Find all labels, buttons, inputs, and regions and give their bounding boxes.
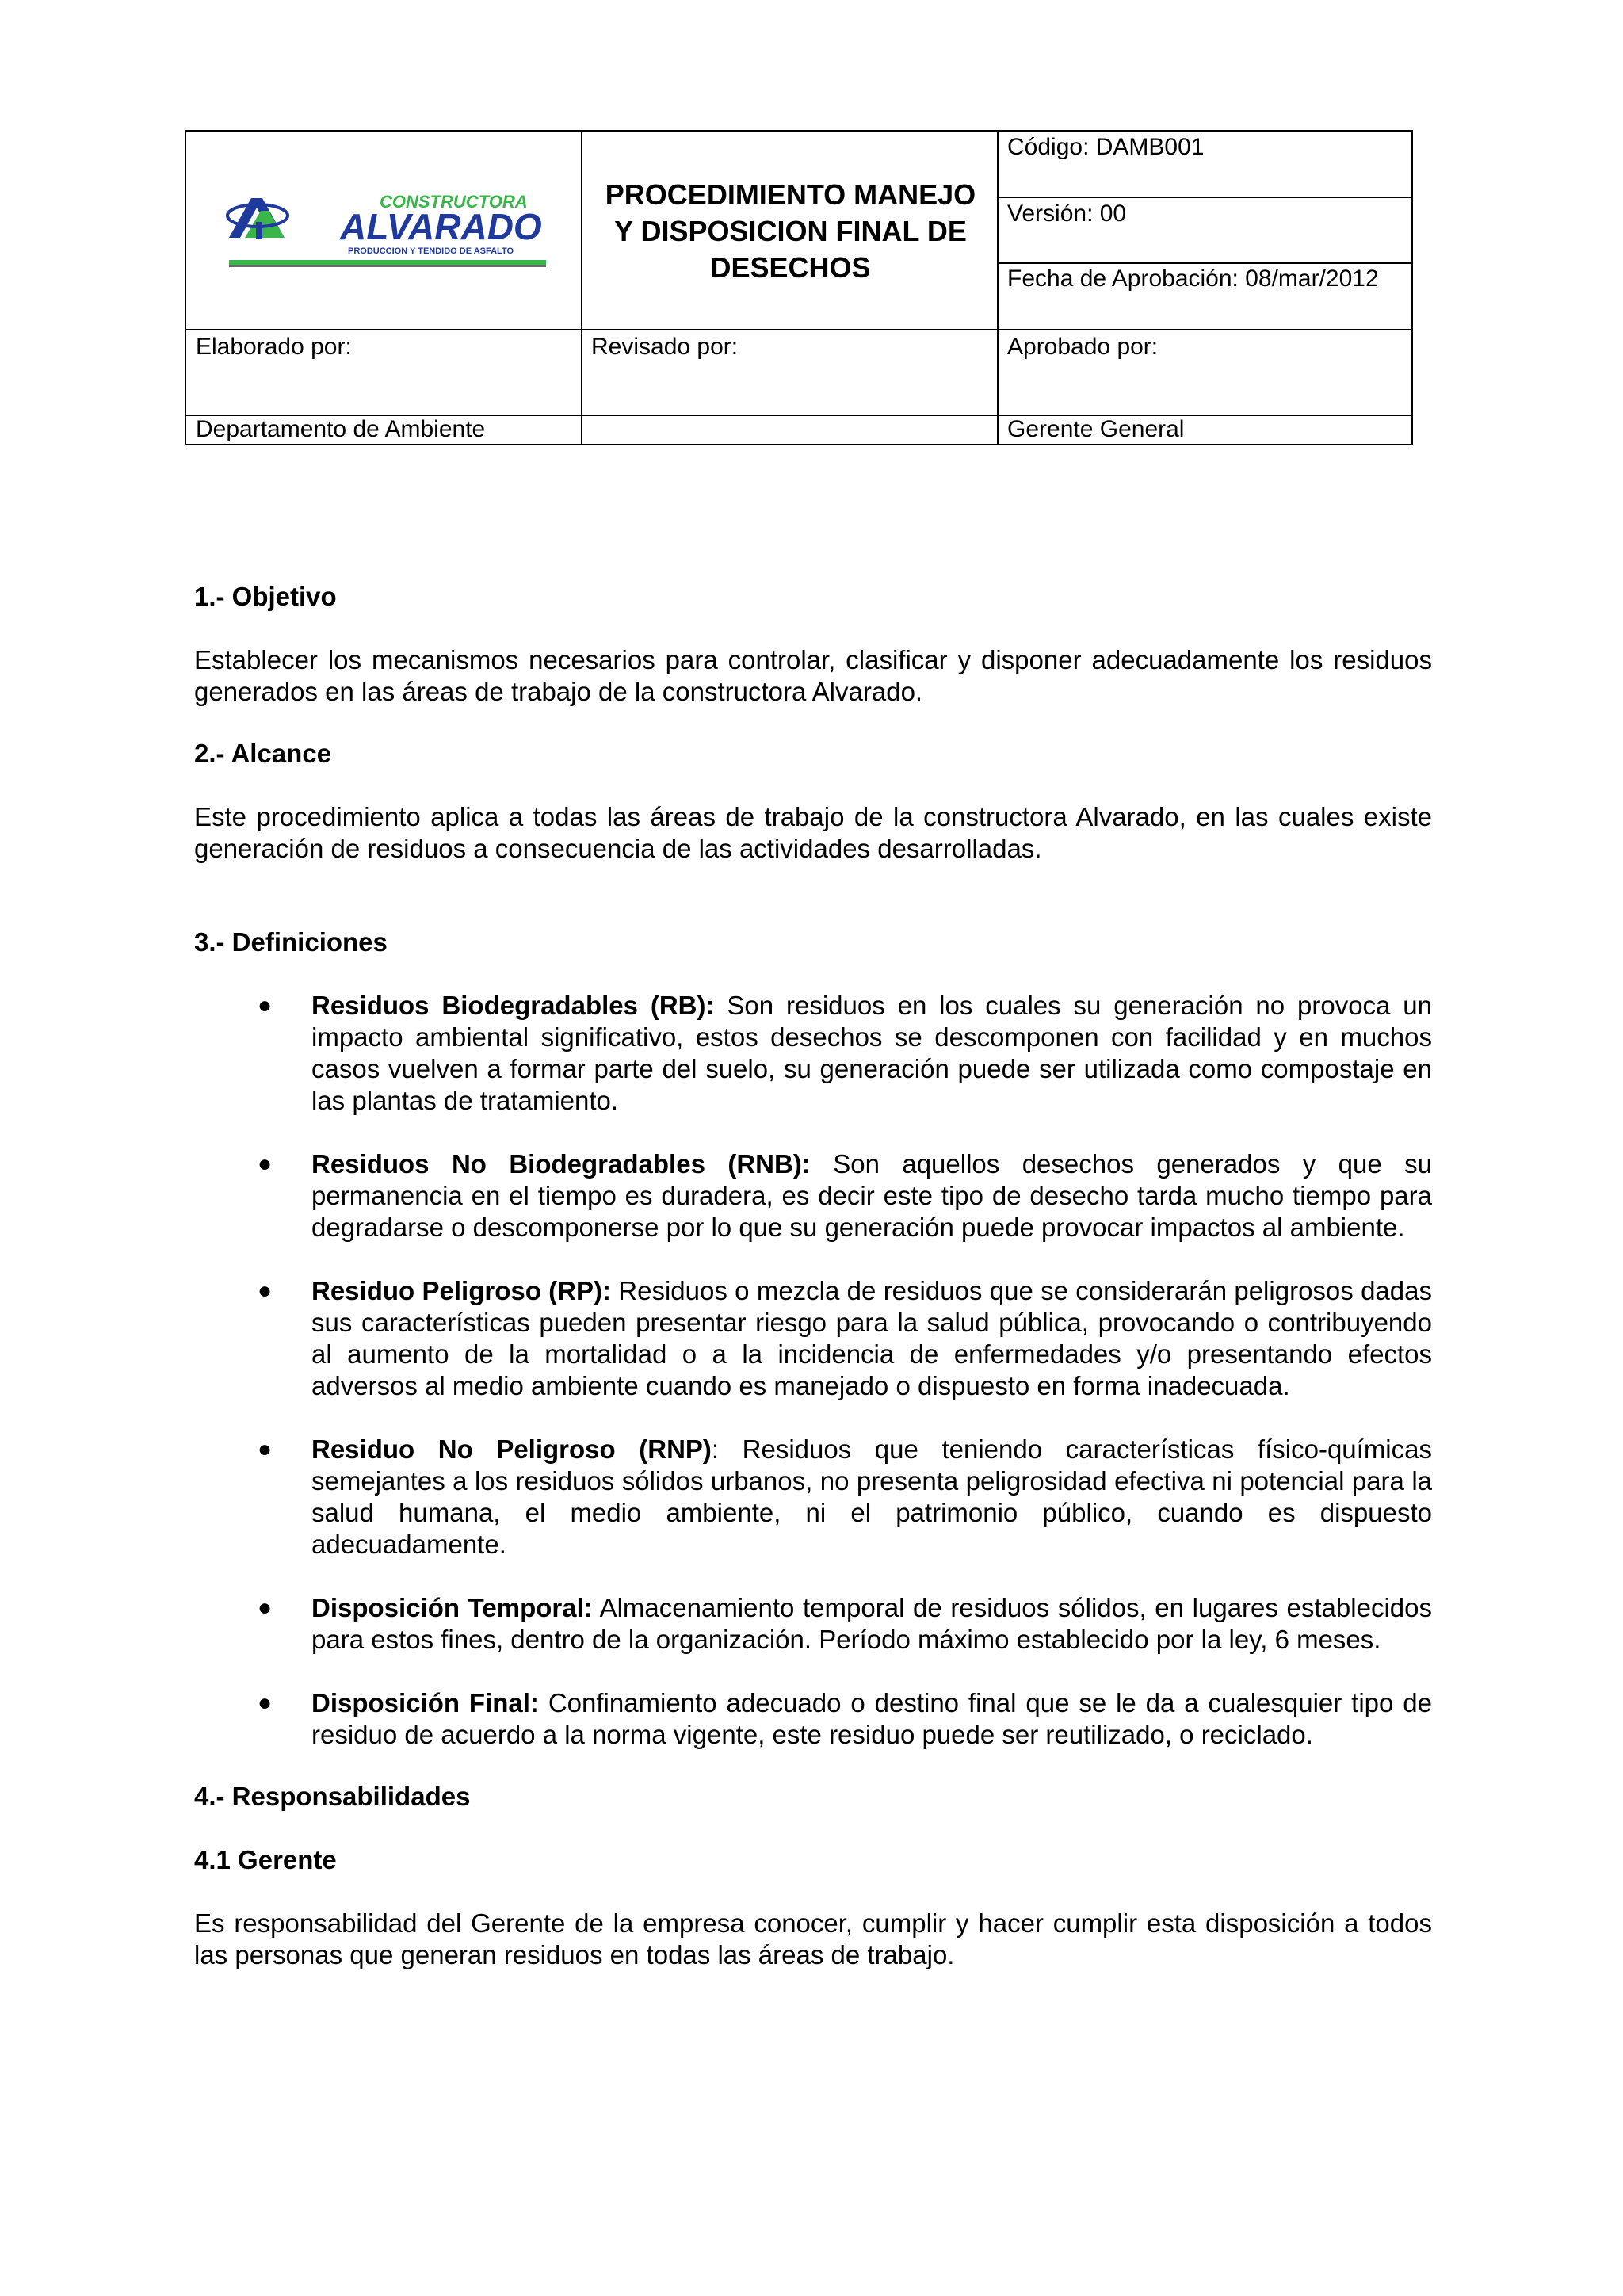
document-title-line-2: Y DISPOSICION FINAL DE xyxy=(614,214,967,247)
definition-item xyxy=(194,1687,1432,1751)
logo-emblem xyxy=(227,198,288,239)
logo-brand-main: ALVARADO xyxy=(340,206,542,247)
logo-brand-top: CONSTRUCTORA xyxy=(380,192,528,212)
company-logo xyxy=(221,182,554,269)
bullet-icon: ● xyxy=(258,992,273,1018)
document-header-table xyxy=(185,130,1413,445)
section-objetivo-heading: 1.- Objetivo xyxy=(194,582,337,611)
definition-text: Confinamiento adecuado o destino final que se le da a cualesquier tipo de residuo de acuerdo a la norma vigente, este residuo puede ser reutilizado, o reciclado. xyxy=(311,1688,1432,1749)
definition-item xyxy=(194,990,1432,1117)
document-body xyxy=(194,581,1432,1971)
elaborated-by-label: Elaborado por: xyxy=(196,334,352,360)
bullet-icon: ● xyxy=(258,1436,273,1462)
logo-brand-sub: PRODUCCION Y TENDIDO DE ASFALTO xyxy=(348,246,514,256)
definition-text: : Residuos que teniendo características físico-químicas semejantes a los residuos sólidos urbanos, no presenta peligrosidad efectiva ni potencial para la salud humana, el medio ambiente, ni el patrimonio público, cuando es dispuesto adecuadamente. xyxy=(311,1435,1432,1559)
definition-term: Residuos No Biodegradables (RNB): xyxy=(311,1149,811,1179)
definition-term: Residuo Peligroso (RP): xyxy=(311,1276,611,1305)
approved-by-label: Aprobado por: xyxy=(1007,334,1159,360)
definition-term: Disposición Temporal: xyxy=(311,1593,593,1622)
bullet-icon: ● xyxy=(258,1690,273,1716)
section-gerente-text: Es responsabilidad del Gerente de la empresa conocer, cumplir y hacer cumplir esta disposición a todos las personas que generan residuos en todas las áreas de trabajo. xyxy=(194,1908,1432,1969)
document-title-line-3: DESECHOS xyxy=(710,250,871,284)
document-title xyxy=(582,132,999,330)
document-version: Versión: 00 xyxy=(1007,201,1127,227)
section-gerente-heading: 4.1 Gerente xyxy=(194,1845,337,1874)
section-definiciones-heading: 3.- Definiciones xyxy=(194,927,388,957)
definition-term: Residuo No Peligroso (RNP) xyxy=(311,1435,712,1464)
section-objetivo-text: Establecer los mecanismos necesarios para controlar, clasificar y disponer adecuadamente los residuos generados en las áreas de trabajo de la constructora Alvarado. xyxy=(194,645,1432,706)
definition-item xyxy=(194,1275,1432,1402)
approved-by-value: Gerente General xyxy=(1007,416,1185,442)
approval-date: Fecha de Aprobación: 08/mar/2012 xyxy=(1007,266,1379,292)
definition-term: Residuos Biodegradables (RB): xyxy=(311,991,715,1020)
bullet-icon: ● xyxy=(258,1278,273,1304)
definition-item xyxy=(194,1592,1432,1656)
elaborated-by-value: Departamento de Ambiente xyxy=(196,416,486,442)
section-alcance-heading: 2.- Alcance xyxy=(194,739,332,768)
document-title-line-1: PROCEDIMIENTO MANEJO xyxy=(605,178,976,211)
definition-item xyxy=(194,1148,1432,1244)
bullet-icon: ● xyxy=(258,1595,273,1621)
definition-item xyxy=(194,1434,1432,1561)
reviewed-by-label: Revisado por: xyxy=(591,334,739,360)
section-responsabilidades-heading: 4.- Responsabilidades xyxy=(194,1782,471,1811)
section-alcance-text: Este procedimiento aplica a todas las áreas de trabajo de la constructora Alvarado, en las cuales existe generación de residuos a consecuencia de las actividades desarrolladas. xyxy=(194,802,1432,863)
definition-text: Residuos o mezcla de residuos que se considerarán peligrosos dadas sus características pueden presentar riesgo para la salud pública, provocando o contribuyendo al aumento de la mortalidad o a la incidencia de enfermedades y/o presentando efectos adversos al medio ambiente cuando es manejado o dispuesto en forma inadecuada. xyxy=(311,1276,1432,1400)
definition-text: Son residuos en los cuales su generación no provoca un impacto ambiental significativo, estos desechos se descomponen con facilidad y en muchos casos vuelven a formar parte del suelo, su generación puede ser utilizada como compostaje en las plantas de tratamiento. xyxy=(311,991,1432,1115)
document-code: Código: DAMB001 xyxy=(1007,134,1205,160)
definition-text: Son aquellos desechos generados y que su permanencia en el tiempo es duradera, es decir este tipo de desecho tarda mucho tiempo para degradarse o descomponerse por lo que su generación puede provocar impactos al ambiente. xyxy=(311,1149,1432,1242)
bullet-icon: ● xyxy=(258,1151,273,1177)
definition-term: Disposición Final: xyxy=(311,1688,539,1717)
definition-text: Almacenamiento temporal de residuos sólidos, en lugares establecidos para estos fines, dentro de la organización. Período máximo establecido por la ley, 6 meses. xyxy=(311,1593,1432,1654)
